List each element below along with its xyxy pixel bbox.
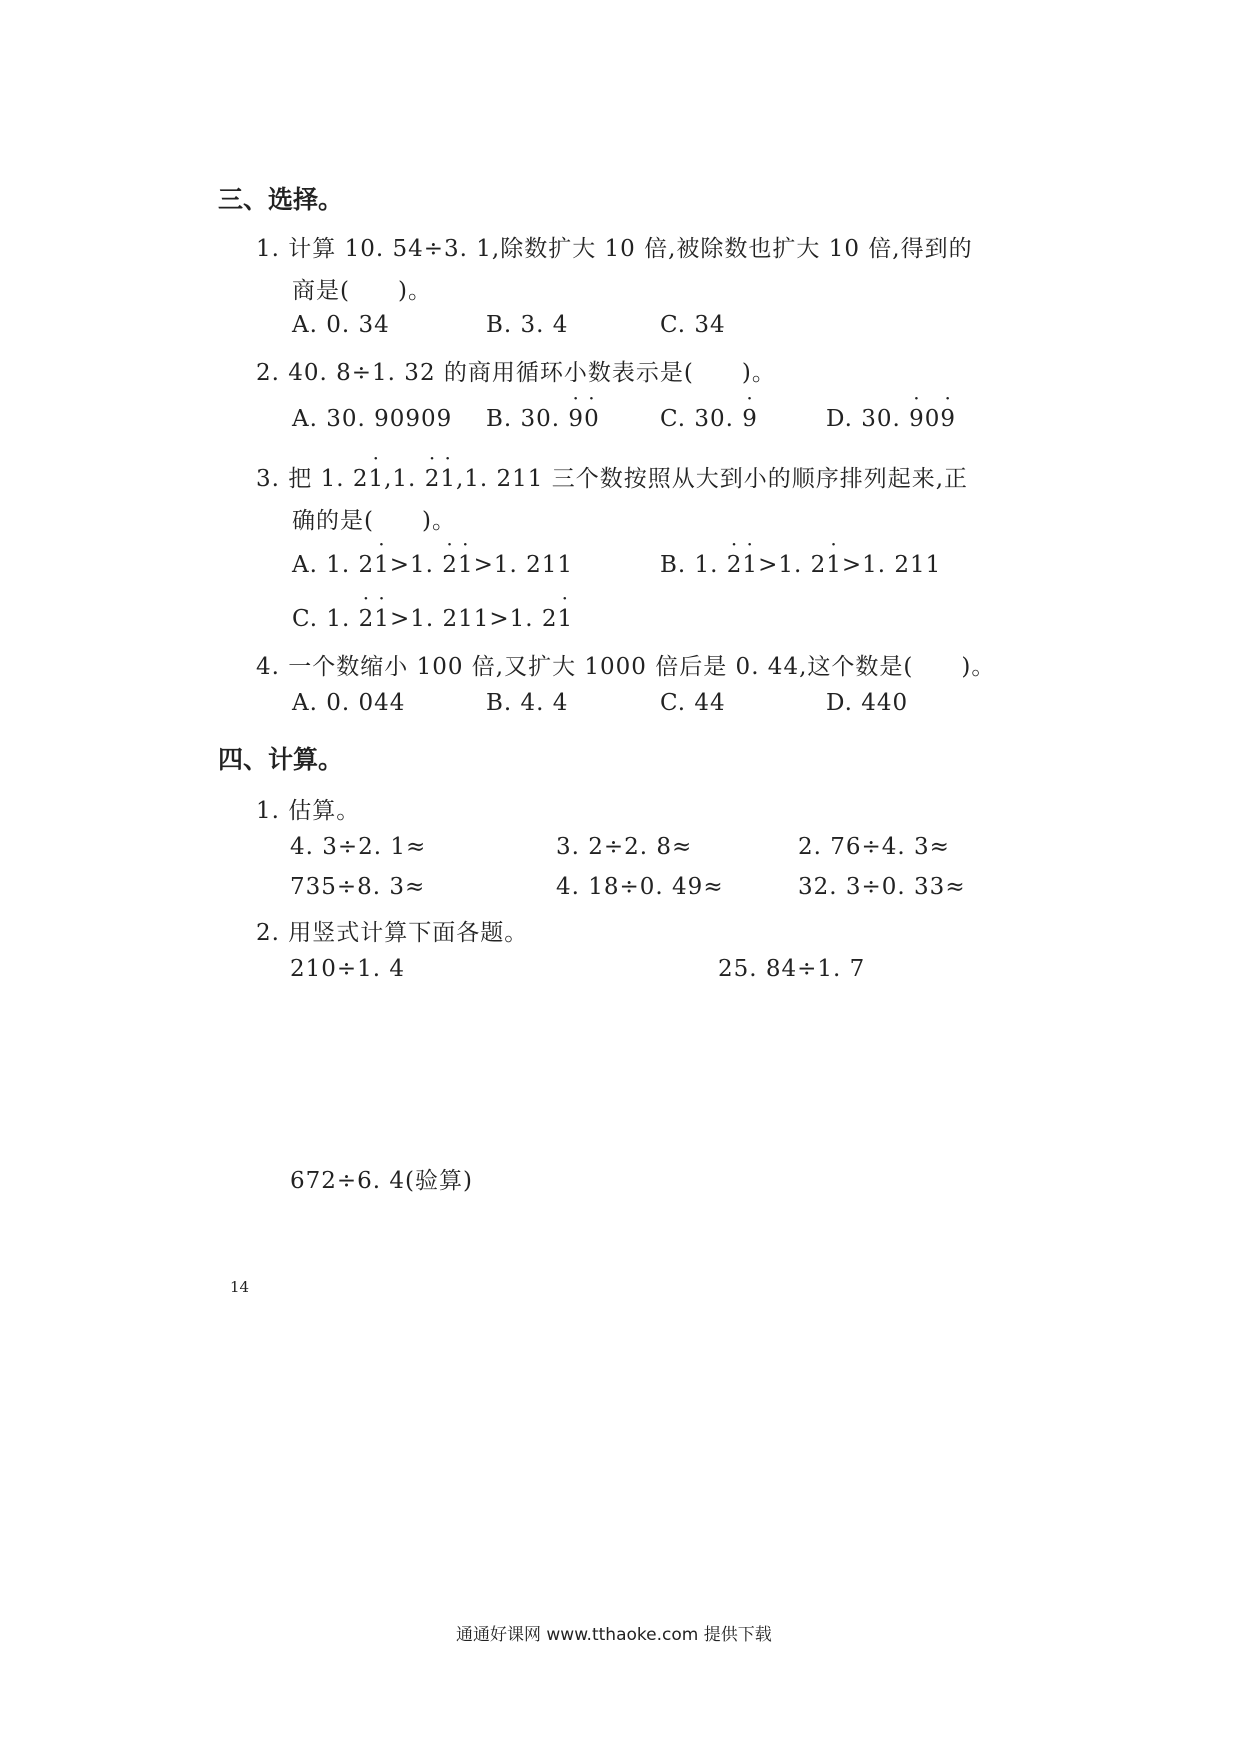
question-2-text: 2. 40. 8÷1. 32 的商用循环小数表示是( )。 — [256, 360, 776, 386]
section-title-choice: 三、选择。 — [218, 185, 344, 214]
estimate-item: 2. 76÷4. 3≈ — [798, 834, 950, 860]
question-4-option-a: A. 0. 044 — [292, 690, 406, 716]
question-1-text-cont: 商是( )。 — [292, 278, 432, 304]
question-1-option-b: B. 3. 4 — [486, 312, 569, 338]
vertical-calc-item: 672÷6. 4(验算) — [290, 1168, 474, 1194]
estimate-item: 4. 18÷0. 49≈ — [556, 874, 724, 900]
question-2-option-a: A. 30. 90909 — [292, 406, 453, 432]
question-1-text: 1. 计算 10. 54÷3. 1,除数扩大 10 倍,被除数也扩大 10 倍,得到的 — [256, 236, 973, 262]
page-number: 14 — [230, 1278, 250, 1296]
question-1-option-a: A. 0. 34 — [292, 312, 390, 338]
question-2-option-d: D. 30. · 90· 9 — [826, 406, 956, 432]
estimate-label: 1. 估算。 — [256, 798, 361, 824]
estimate-item: 4. 3÷2. 1≈ — [290, 834, 427, 860]
estimate-item: 3. 2÷2. 8≈ — [556, 834, 693, 860]
estimate-item: 735÷8. 3≈ — [290, 874, 426, 900]
question-3-text: 3. 把 1. 2· 1,1. · 2· 1,1. 211 三个数按照从大到小的顺序排列起来,正 — [256, 460, 968, 493]
vertical-calc-item: 25. 84÷1. 7 — [718, 956, 866, 982]
question-4-option-d: D. 440 — [826, 690, 909, 716]
vertical-calc-item: 210÷1. 4 — [290, 956, 406, 982]
footer-text: 通通好课网 www.tthaoke.com 提供下载 — [456, 1625, 772, 1645]
question-2-option-b: B. 30. · 9· 0 — [486, 406, 600, 432]
question-4-text: 4. 一个数缩小 100 倍,又扩大 1000 倍后是 0. 44,这个数是( )。 — [256, 654, 996, 680]
question-3-option-c: C. 1. · 2· 1>1. 211>1. 2· 1 — [292, 606, 573, 632]
vertical-calc-label: 2. 用竖式计算下面各题。 — [256, 920, 529, 946]
question-2-option-c: C. 30. · 9 — [660, 406, 758, 432]
question-1-option-c: C. 34 — [660, 312, 726, 338]
question-3-option-a: A. 1. 2· 1>1. · 2· 1>1. 211 — [292, 552, 573, 578]
question-4-option-c: C. 44 — [660, 690, 726, 716]
estimate-item: 32. 3÷0. 33≈ — [798, 874, 966, 900]
section-title-calculation: 四、计算。 — [218, 745, 344, 774]
question-4-option-b: B. 4. 4 — [486, 690, 569, 716]
question-3-text-cont: 确的是( )。 — [292, 508, 456, 534]
question-3-option-b: B. 1. · 2· 1>1. 2· 1>1. 211 — [660, 552, 941, 578]
